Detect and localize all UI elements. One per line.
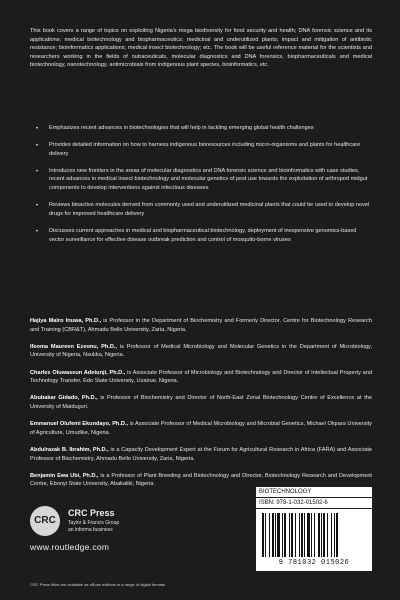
- barcode-icon: [262, 513, 366, 559]
- editor-bio: [30, 369, 372, 386]
- isbn-label: ISBN: 978-1-032-01502-6: [256, 498, 372, 508]
- feature-text: Reviews bioactive molecules derived from commonly used and underutilized medicinal plants that could be used to develop novel drugs for improved healthcare delivery: [49, 202, 370, 217]
- editor-name: Charles Oluwaseun Adetunji, Ph.D.,: [30, 369, 126, 376]
- feature-item: [36, 141, 370, 158]
- bullet-icon: •: [36, 143, 39, 149]
- editor-description: is a Capacity Development Expert at the Forum for Agricultural Research in Africa (FARA) and Associate Professor of Biochemistry, Ahmadu Bello University, Zaria, Nigeria.: [30, 446, 373, 462]
- crc-logo-icon: CRC: [30, 506, 60, 536]
- barcode-bar: [301, 513, 303, 557]
- editor-name: Abdulrazak B. Ibrahim, Ph.D.,: [30, 446, 109, 453]
- barcode-bar: [323, 513, 325, 557]
- barcode-bar: [277, 513, 280, 557]
- barcode-bar: [311, 513, 312, 557]
- editor-bio: [30, 317, 372, 334]
- publisher-url: www.routledge.com: [30, 542, 110, 552]
- subject-category: BIOTECHNOLOGY: [256, 487, 372, 497]
- barcode-bar: [269, 513, 270, 557]
- editor-bio: [30, 394, 372, 411]
- bullet-icon: •: [36, 203, 39, 210]
- editor-bio: [30, 446, 372, 463]
- barcode-bar: [331, 513, 332, 557]
- editor-description: is Associate Professor of Medical Microbiology and Microbial Genetics, Michael Okpara University of Agriculture, Umudike, Nigeria.: [30, 421, 372, 436]
- bullet-icon: •: [36, 126, 39, 132]
- barcode-bar: [272, 513, 274, 557]
- publisher-tagline: an informa business: [68, 527, 113, 533]
- feature-text: Provides detailed information on how to harness indigenous bioresources including micro-organisms and plants for healthcare delivery: [49, 142, 361, 157]
- barcode-bar: [265, 513, 266, 557]
- editor-name: Benjamin Ewa Ubi, Ph.D.,: [30, 472, 99, 479]
- feature-text: Introduces new frontiers in the areas of molecular diagnostics and DNA forensic science and bioinformatics with case studies, recent advances in medical insect biotechnology and molecular genetics of pest use towards the exploitation of arthropod midgut components to develop interventions against infectious diseases: [49, 167, 368, 192]
- editor-description: is a Professor of Plant Breeding and Biotechnology and Director, Biotechnology Research and Development Centre, Ebonyi State University, Abakaliki, Nigeria.: [30, 472, 372, 488]
- editor-name: Abubakar Gidado, Ph.D.,: [30, 395, 98, 402]
- editor-bio: [30, 343, 372, 360]
- barcode-bar: [299, 513, 300, 557]
- feature-text: Emphasizes recent advances in biotechnologies that will help in tackling emerging global health challenges: [49, 125, 314, 131]
- editor-bios: [30, 317, 372, 497]
- barcode-bar: [282, 513, 283, 557]
- barcode-bar: [314, 513, 315, 557]
- feature-item: [36, 124, 370, 133]
- publisher-group: Taylor & Francis Group: [68, 520, 120, 526]
- barcode-bar: [275, 513, 276, 557]
- editor-bio: [30, 420, 372, 437]
- barcode-bar: [321, 513, 322, 557]
- barcode-bar: [307, 513, 310, 557]
- feature-text: Discusses current approaches in medical and biopharmaceutical biotechnology, deployment of inexpensive genomics-based vector surveillance for effective disease outbreak prediction and control of mosquito-borne viruses: [49, 227, 357, 243]
- editor-description: is Professor in the Department of Biochemistry and Formerly Director, Centre for Biotechnology Research and Training (CBR&T), Ahmadu Bello University, Zaria, Nigeria.: [30, 318, 372, 333]
- feature-item: [36, 227, 370, 244]
- barcode-number: 9 781032 015026: [278, 559, 350, 567]
- barcode-bar: [262, 513, 264, 557]
- barcode-bar: [336, 513, 338, 557]
- editor-name: Ifeoma Maureen Ezeonu, Ph.D.,: [30, 343, 117, 350]
- barcode-area: [256, 509, 372, 571]
- barcode-bar: [318, 513, 320, 557]
- ebook-footnote: CRC Press titles are available as eBook editions in a range of digital formats: [30, 582, 166, 587]
- publisher-logo: [30, 502, 200, 562]
- barcode-bar: [284, 513, 286, 557]
- editor-description: is Professor of Medical Microbiology and Molecular Genetics in the Department of Microbiology, University of Nigeria, Nsukka, Nigeria.: [30, 343, 372, 359]
- barcode-block: [256, 487, 372, 571]
- bullet-icon: •: [36, 228, 39, 235]
- feature-list: [36, 124, 370, 253]
- publisher-name: CRC Press: [68, 508, 115, 518]
- barcode-bar: [334, 513, 335, 557]
- barcode-bar: [304, 513, 305, 557]
- feature-item: [36, 167, 370, 193]
- barcode-bar: [327, 513, 328, 557]
- barcode-bar: [295, 513, 296, 557]
- intro-paragraph: This book covers a range of topics on exploiting Nigeria's mega biodiversity for food security and health; DNA forensic science and its applications; medical biotechnology and biopharmaceutics; medicinal and underutilized plants; impact and mitigation of antibiotic resistance; bioinformatics applications; medical insect biotechnology; etc. The book will be useful reference material for the scientists and researchers working in the fields of nutraceuticals, molecular diagnostics and DNA forensics, biopharmaceuticals and medical biotechnology, nanotechnology, antimicrobials from indigenous plant species, bioinformatics, etc.: [30, 28, 372, 69]
- bullet-icon: •: [36, 168, 39, 175]
- barcode-bar: [291, 513, 293, 557]
- barcode-bar: [289, 513, 290, 557]
- editor-description: is Associate Professor of Microbiology and Biotechnology and Director of Intellectual Property and Technology Transfer, Edo State University, Uzairue, Nigeria.: [30, 369, 372, 385]
- editor-name: Hajiya Mairo Inuwa, Ph.D.,: [30, 318, 102, 324]
- editor-name: Emmanuel Olufemi Ekundayo, Ph.D.,: [30, 421, 129, 428]
- feature-item: [36, 201, 370, 218]
- editor-description: is Professor of Biochemistry and Director of North-East Zonal Biotechnology Centre of Excellence at the University of Maiduguri.: [30, 395, 372, 410]
